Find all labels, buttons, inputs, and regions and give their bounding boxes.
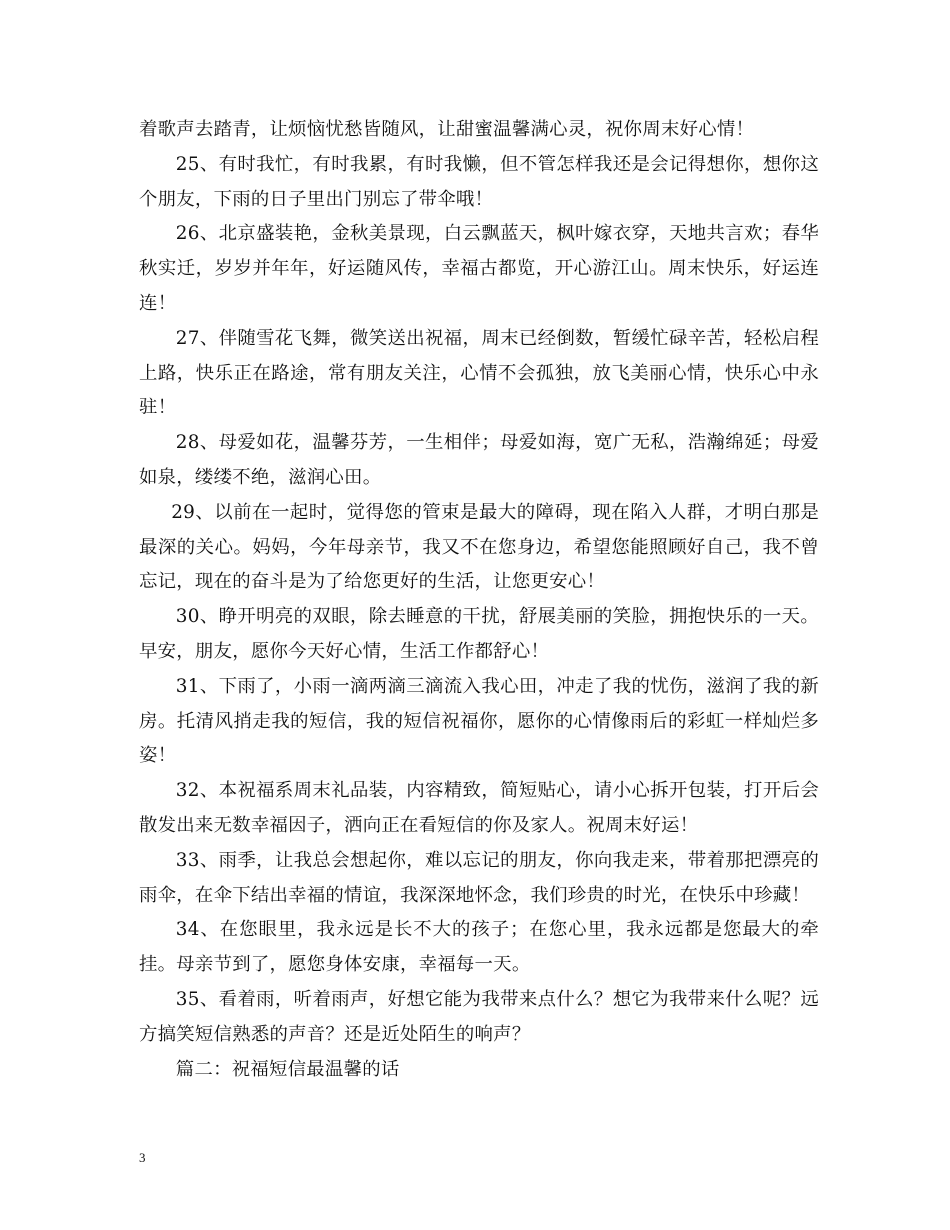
paragraph-30: 30、睁开明亮的双眼，除去睡意的干扰，舒展美丽的笑脸，拥抱快乐的一天。早安，朋友，愿你今天好心情，生活工作都舒心！ xyxy=(139,606,819,662)
paragraph-32: 32、本祝福系周末礼品装，内容精致，简短贴心，请小心拆开包装，打开后会散发出来无数幸福因子，洒向正在看短信的你及家人。祝周末好运！ xyxy=(139,780,819,836)
paragraph-31: 31、下雨了，小雨一滴两滴三滴流入我心田，冲走了我的忧伤，滋润了我的新房。托清风捎走我的短信，我的短信祝福你，愿你的心情像雨后的彩虹一样灿烂多姿！ xyxy=(139,675,819,767)
paragraph-27: 27、伴随雪花飞舞，微笑送出祝福，周末已经倒数，暂缓忙碌辛苦，轻松启程上路，快乐正在路途，常有朋友关注，心情不会孤独，放飞美丽心情，快乐心中永驻！ xyxy=(139,327,819,419)
paragraph-25: 25、有时我忙，有时我累，有时我懒，但不管怎样我还是会记得想你，想你这个朋友，下雨的日子里出门别忘了带伞哦！ xyxy=(139,153,819,210)
section-heading: 篇二：祝福短信最温馨的话 xyxy=(175,1058,400,1080)
paragraph-33: 33、雨季，让我总会想起你，难以忘记的朋友，你向我走来，带着那把漂亮的雨伞，在伞下结出幸福的情谊，我深深地怀念，我们珍贵的时光，在快乐中珍藏！ xyxy=(139,849,819,906)
paragraph-34: 34、在您眼里，我永远是长不大的孩子；在您心里，我永远都是您最大的牵挂。母亲节到了，愿您身体安康，幸福每一天。 xyxy=(139,919,819,976)
paragraph-29: 29、以前在一起时，觉得您的管束是最大的障碍，现在陷入人群，才明白那是最深的关心。妈妈，今年母亲节，我又不在您身边，希望您能照顾好自己，我不曾忘记，现在的奋斗是为了给您更好的生活，让您更安心！ xyxy=(139,501,819,593)
paragraph-35: 35、看着雨，听着雨声，好想它能为我带来点什么？想它为我带来什么呢？远方搞笑短信熟悉的声音？还是近处陌生的响声？ xyxy=(139,988,819,1045)
paragraph-26: 26、北京盛装艳，金秋美景现，白云飘蓝天，枫叶嫁衣穿，天地共言欢；春华秋实迁，岁岁并年年，好运随风传，幸福古都览，开心游江山。周末快乐，好运连连！ xyxy=(139,223,819,314)
paragraph-continuation: 着歌声去踏青，让烦恼忧愁皆随风，让甜蜜温馨满心灵，祝你周末好心情！ xyxy=(139,119,755,140)
page-number: 3 xyxy=(139,1150,146,1165)
body-text xyxy=(139,113,819,1087)
paragraph-28: 28、母爱如花，温馨芬芳，一生相伴；母爱如海，宽广无私，浩瀚绵延；母爱如泉，缕缕不绝，滋润心田。 xyxy=(139,432,819,488)
